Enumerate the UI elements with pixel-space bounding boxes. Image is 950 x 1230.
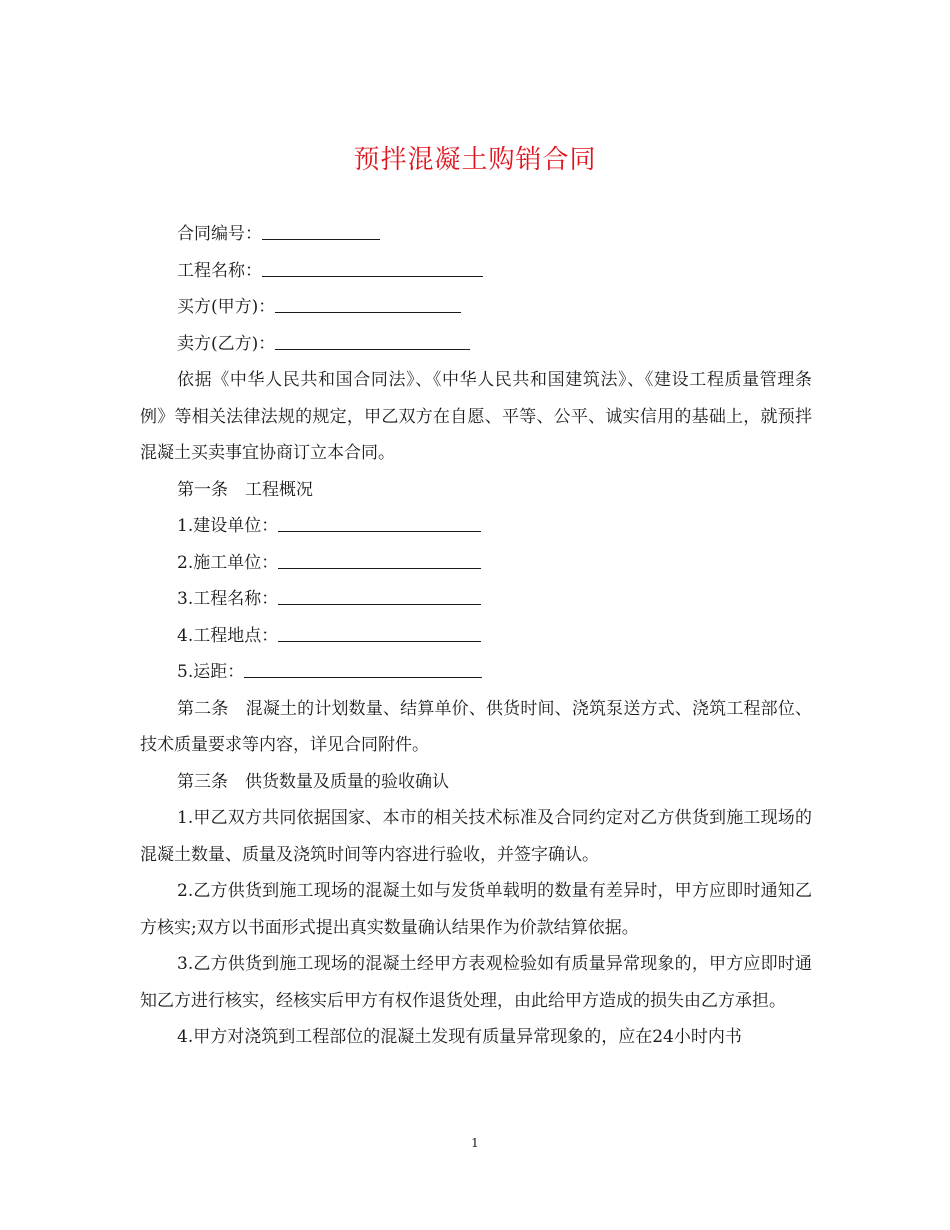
- field-label: 卖方(乙方)：: [177, 333, 276, 354]
- article-3-clause: 2.乙方供货到施工现场的混凝土如与发货单载明的数量有差异时，甲方应即时通知乙方核实;双方以书面形式提出真实数量确认结果作为价款结算依据。: [140, 881, 812, 938]
- article-1-heading: 第一条 工程概况: [177, 479, 313, 500]
- fill-in-blank: [278, 625, 481, 642]
- article-1-item: [140, 581, 812, 618]
- article-3-clause: 1.甲乙双方共同依据国家、本市的相关技术标准及合同约定对乙方供货到施工现场的混凝土数量、质量及浇筑时间等内容进行验收，并签字确认。: [140, 808, 812, 865]
- fill-in-blank: [275, 296, 461, 313]
- item-label: 5.运距：: [177, 662, 245, 682]
- item-label: 2.施工单位：: [177, 552, 279, 573]
- article-3-clause: 3.乙方供货到施工现场的混凝土经甲方表观检验如有质量异常现象的，甲方应即时通知乙方进行核实，经核实后甲方有权作退货处理，由此给甲方造成的损失由乙方承担。: [140, 954, 812, 1011]
- article-3-heading: 第三条 供货数量及质量的验收确认: [177, 771, 449, 792]
- item-label: 4.工程地点：: [177, 625, 279, 646]
- fill-in-blank: [244, 661, 482, 678]
- fill-in-blank: [278, 588, 481, 605]
- fill-in-blank: [262, 223, 380, 240]
- buyer-field: [140, 289, 812, 326]
- fill-in-blank: [278, 552, 481, 569]
- field-label: 买方(甲方)：: [177, 297, 276, 317]
- article-1-item: [140, 654, 812, 691]
- article-1-item: [140, 618, 812, 655]
- page-number: 1: [471, 1136, 479, 1150]
- article-1-item: [140, 508, 812, 545]
- article-2-paragraph: 第二条 混凝土的计划数量、结算单价、供货时间、浇筑泵送方式、浇筑工程部位、技术质量要求等内容，详见合同附件。: [140, 698, 812, 755]
- field-label: 合同编号：: [177, 224, 262, 244]
- fill-in-blank: [262, 260, 483, 277]
- field-label: 工程名称：: [177, 260, 262, 281]
- item-label: 1.建设单位：: [177, 516, 279, 536]
- project-name-field: [140, 253, 812, 290]
- document-body: [140, 216, 812, 1056]
- fill-in-blank: [278, 515, 481, 532]
- article-1-item: [140, 545, 812, 582]
- item-label: 3.工程名称：: [177, 589, 279, 609]
- seller-field: [140, 326, 812, 363]
- fill-in-blank: [275, 333, 470, 350]
- preamble-paragraph: 依据《中华人民共和国合同法》、《中华人民共和国建筑法》、《建设工程质量管理条例》等相关法律法规的规定，甲乙双方在自愿、平等、公平、诚实信用的基础上，就预拌混凝土买卖事宜协商订立本合同。: [140, 370, 812, 463]
- document-title: 预拌混凝土购销合同: [353, 145, 597, 175]
- article-3-clause: 4.甲方对浇筑到工程部位的混凝土发现有质量异常现象的，应在24小时内书: [177, 1027, 742, 1047]
- contract-number-field: [140, 216, 812, 253]
